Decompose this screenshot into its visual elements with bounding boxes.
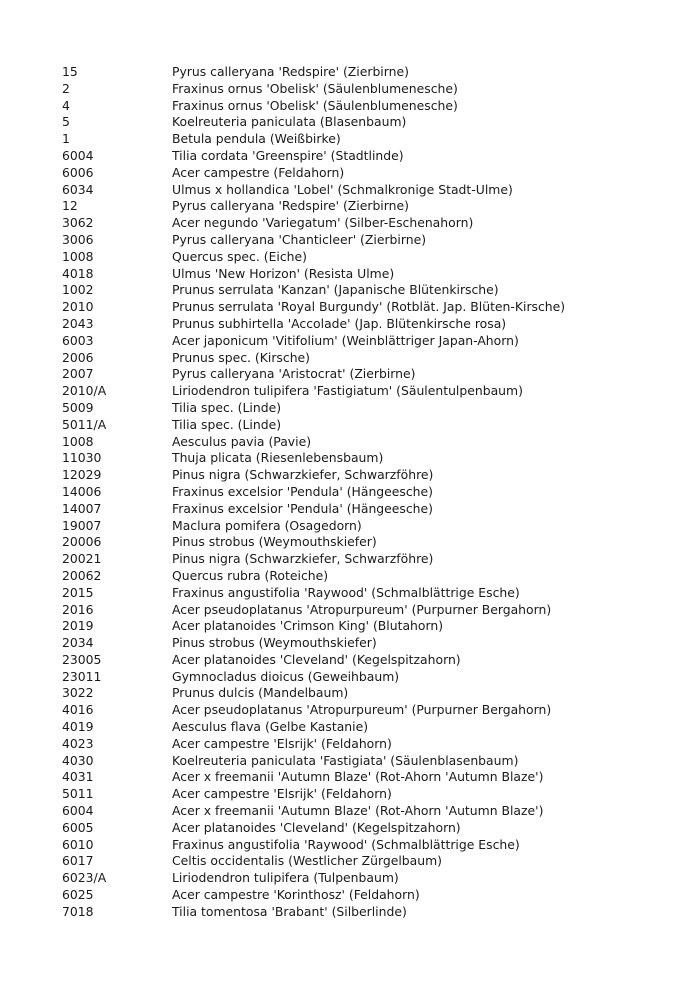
tree-number: 2010 xyxy=(62,299,94,315)
tree-number: 3062 xyxy=(62,215,94,231)
tree-number: 6003 xyxy=(62,332,94,348)
list-item xyxy=(62,350,662,367)
tree-species: Acer campestre (Feldahorn) xyxy=(172,164,345,180)
list-item xyxy=(62,719,662,736)
tree-list xyxy=(62,64,662,921)
tree-species: Pyrus calleryana 'Chanticleer' (Zierbirne) xyxy=(172,231,427,247)
tree-number: 20021 xyxy=(62,551,102,567)
list-item xyxy=(62,820,662,837)
list-item xyxy=(62,131,662,148)
tree-species: Koelreuteria paniculata 'Fastigiata' (Säulenblasenbaum) xyxy=(172,752,519,768)
tree-number: 1008 xyxy=(62,433,94,449)
tree-species: Acer negundo 'Variegatum' (Silber-Eschenahorn) xyxy=(172,215,474,231)
list-item xyxy=(62,618,662,635)
tree-number: 1008 xyxy=(62,248,94,264)
tree-species: Ulmus x hollandica 'Lobel' (Schmalkronige Stadt-Ulme) xyxy=(172,181,513,197)
tree-number: 6006 xyxy=(62,164,94,180)
list-item xyxy=(62,518,662,535)
list-item xyxy=(62,64,662,81)
tree-number: 12029 xyxy=(62,467,102,483)
list-item xyxy=(62,484,662,501)
list-item xyxy=(62,383,662,400)
tree-number: 2034 xyxy=(62,635,94,651)
list-item xyxy=(62,870,662,887)
list-item xyxy=(62,736,662,753)
tree-number: 4023 xyxy=(62,735,94,751)
list-item xyxy=(62,786,662,803)
tree-number: 3006 xyxy=(62,231,94,247)
tree-species: Maclura pomifera (Osagedorn) xyxy=(172,517,362,533)
list-item xyxy=(62,148,662,165)
tree-number: 20062 xyxy=(62,567,102,583)
tree-species: Fraxinus angustifolia 'Raywood' (Schmalblättrige Esche) xyxy=(172,836,520,852)
tree-species: Pinus nigra (Schwarzkiefer, Schwarzföhre) xyxy=(172,467,434,483)
tree-number: 5011/A xyxy=(62,416,107,432)
list-item xyxy=(62,803,662,820)
tree-number: 6005 xyxy=(62,819,94,835)
list-item xyxy=(62,904,662,921)
tree-number: 5011 xyxy=(62,786,94,802)
list-item xyxy=(62,534,662,551)
list-item xyxy=(62,669,662,686)
tree-species: Acer campestre 'Korinthosz' (Feldahorn) xyxy=(172,887,420,903)
list-item xyxy=(62,333,662,350)
list-item xyxy=(62,299,662,316)
tree-species: Acer japonicum 'Vitifolium' (Weinblättriger Japan-Ahorn) xyxy=(172,332,519,348)
list-item xyxy=(62,450,662,467)
tree-species: Pyrus calleryana 'Redspire' (Zierbirne) xyxy=(172,64,409,79)
tree-number: 2010/A xyxy=(62,383,107,399)
list-item xyxy=(62,467,662,484)
list-item xyxy=(62,417,662,434)
tree-number: 4031 xyxy=(62,769,94,785)
tree-number: 20006 xyxy=(62,534,102,550)
tree-species: Acer platanoides 'Crimson King' (Blutahorn) xyxy=(172,618,444,634)
tree-species: Acer platanoides 'Cleveland' (Kegelspitzahorn) xyxy=(172,651,461,667)
tree-number: 6025 xyxy=(62,887,94,903)
list-item xyxy=(62,282,662,299)
tree-number: 1 xyxy=(62,131,70,147)
list-item xyxy=(62,685,662,702)
list-item xyxy=(62,585,662,602)
tree-species: Koelreuteria paniculata (Blasenbaum) xyxy=(172,114,407,130)
tree-species: Fraxinus ornus 'Obelisk' (Säulenblumenesche) xyxy=(172,80,458,96)
tree-species: Gymnocladus dioicus (Geweihbaum) xyxy=(172,668,400,684)
tree-species: Acer platanoides 'Cleveland' (Kegelspitzahorn) xyxy=(172,819,461,835)
tree-species: Liriodendron tulipifera (Tulpenbaum) xyxy=(172,870,399,886)
tree-species: Acer pseudoplatanus 'Atropurpureum' (Purpurner Bergahorn) xyxy=(172,702,552,718)
tree-species: Fraxinus excelsior 'Pendula' (Hängeesche) xyxy=(172,500,433,516)
tree-number: 3022 xyxy=(62,685,94,701)
tree-species: Thuja plicata (Riesenlebensbaum) xyxy=(172,450,384,466)
list-item xyxy=(62,551,662,568)
list-item xyxy=(62,635,662,652)
tree-number: 6004 xyxy=(62,803,94,819)
tree-number: 7018 xyxy=(62,903,94,919)
list-item xyxy=(62,316,662,333)
tree-species: Pyrus calleryana 'Redspire' (Zierbirne) xyxy=(172,198,409,214)
tree-species: Ulmus 'New Horizon' (Resista Ulme) xyxy=(172,265,395,281)
list-item xyxy=(62,837,662,854)
list-item xyxy=(62,266,662,283)
tree-number: 2 xyxy=(62,80,70,96)
tree-species: Prunus spec. (Kirsche) xyxy=(172,349,311,365)
tree-species: Aesculus flava (Gelbe Kastanie) xyxy=(172,719,369,735)
tree-species: Fraxinus angustifolia 'Raywood' (Schmalblättrige Esche) xyxy=(172,584,520,600)
list-item xyxy=(62,501,662,518)
tree-species: Pinus nigra (Schwarzkiefer, Schwarzföhre) xyxy=(172,551,434,567)
list-item xyxy=(62,81,662,98)
list-item xyxy=(62,652,662,669)
list-item xyxy=(62,182,662,199)
tree-species: Fraxinus ornus 'Obelisk' (Säulenblumenesche) xyxy=(172,97,458,113)
tree-number: 6034 xyxy=(62,181,94,197)
tree-species: Prunus serrulata 'Kanzan' (Japanische Blütenkirsche) xyxy=(172,282,499,298)
tree-species: Fraxinus excelsior 'Pendula' (Hängeesche) xyxy=(172,483,433,499)
list-item xyxy=(62,887,662,904)
list-item xyxy=(62,400,662,417)
list-item xyxy=(62,215,662,232)
list-item xyxy=(62,769,662,786)
list-item xyxy=(62,114,662,131)
tree-number: 14006 xyxy=(62,483,102,499)
tree-species: Prunus serrulata 'Royal Burgundy' (Rotblät. Jap. Blüten-Kirsche) xyxy=(172,299,566,315)
list-item xyxy=(62,366,662,383)
tree-number: 4030 xyxy=(62,752,94,768)
list-item xyxy=(62,753,662,770)
tree-number: 2006 xyxy=(62,349,94,365)
tree-number: 23011 xyxy=(62,668,102,684)
list-item xyxy=(62,702,662,719)
tree-species: Quercus rubra (Roteiche) xyxy=(172,567,329,583)
list-item xyxy=(62,602,662,619)
tree-species: Quercus spec. (Eiche) xyxy=(172,248,307,264)
tree-species: Prunus dulcis (Mandelbaum) xyxy=(172,685,349,701)
tree-number: 2007 xyxy=(62,366,94,382)
tree-number: 4018 xyxy=(62,265,94,281)
tree-species: Pyrus calleryana 'Aristocrat' (Zierbirne) xyxy=(172,366,416,382)
list-item xyxy=(62,232,662,249)
tree-number: 2043 xyxy=(62,315,94,331)
tree-number: 23005 xyxy=(62,651,102,667)
tree-species: Tilia spec. (Linde) xyxy=(172,416,282,432)
tree-species: Pinus strobus (Weymouthskiefer) xyxy=(172,534,377,550)
tree-number: 4019 xyxy=(62,719,94,735)
tree-species: Prunus subhirtella 'Accolade' (Jap. Blütenkirsche rosa) xyxy=(172,315,507,331)
tree-species: Acer campestre 'Elsrijk' (Feldahorn) xyxy=(172,786,392,802)
tree-number: 6010 xyxy=(62,836,94,852)
list-item xyxy=(62,568,662,585)
tree-species: Celtis occidentalis (Westlicher Zürgelbaum) xyxy=(172,853,442,869)
tree-number: 19007 xyxy=(62,517,102,533)
tree-species: Liriodendron tulipifera 'Fastigiatum' (Säulentulpenbaum) xyxy=(172,383,523,399)
list-item xyxy=(62,198,662,215)
tree-species: Aesculus pavia (Pavie) xyxy=(172,433,312,449)
tree-number: 5 xyxy=(62,114,70,130)
list-item xyxy=(62,434,662,451)
tree-species: Tilia spec. (Linde) xyxy=(172,399,282,415)
tree-number: 6017 xyxy=(62,853,94,869)
tree-species: Acer campestre 'Elsrijk' (Feldahorn) xyxy=(172,735,392,751)
tree-number: 14007 xyxy=(62,500,102,516)
tree-number: 12 xyxy=(62,198,78,214)
tree-species: Tilia cordata 'Greenspire' (Stadtlinde) xyxy=(172,147,404,163)
list-item xyxy=(62,249,662,266)
tree-species: Acer x freemanii 'Autumn Blaze' (Rot-Ahorn 'Autumn Blaze') xyxy=(172,803,544,819)
tree-species: Betula pendula (Weißbirke) xyxy=(172,131,341,147)
tree-number: 15 xyxy=(62,64,78,79)
tree-species: Tilia tomentosa 'Brabant' (Silberlinde) xyxy=(172,903,407,919)
tree-species: Pinus strobus (Weymouthskiefer) xyxy=(172,635,377,651)
list-item xyxy=(62,853,662,870)
tree-species: Acer x freemanii 'Autumn Blaze' (Rot-Ahorn 'Autumn Blaze') xyxy=(172,769,544,785)
tree-number: 4 xyxy=(62,97,70,113)
tree-number: 11030 xyxy=(62,450,102,466)
tree-number: 6004 xyxy=(62,147,94,163)
tree-number: 5009 xyxy=(62,399,94,415)
list-item xyxy=(62,165,662,182)
tree-number: 4016 xyxy=(62,702,94,718)
tree-number: 6023/A xyxy=(62,870,107,886)
list-item xyxy=(62,98,662,115)
tree-number: 2015 xyxy=(62,584,94,600)
tree-number: 2016 xyxy=(62,601,94,617)
tree-species: Acer pseudoplatanus 'Atropurpureum' (Purpurner Bergahorn) xyxy=(172,601,552,617)
tree-number: 2019 xyxy=(62,618,94,634)
tree-number: 1002 xyxy=(62,282,94,298)
